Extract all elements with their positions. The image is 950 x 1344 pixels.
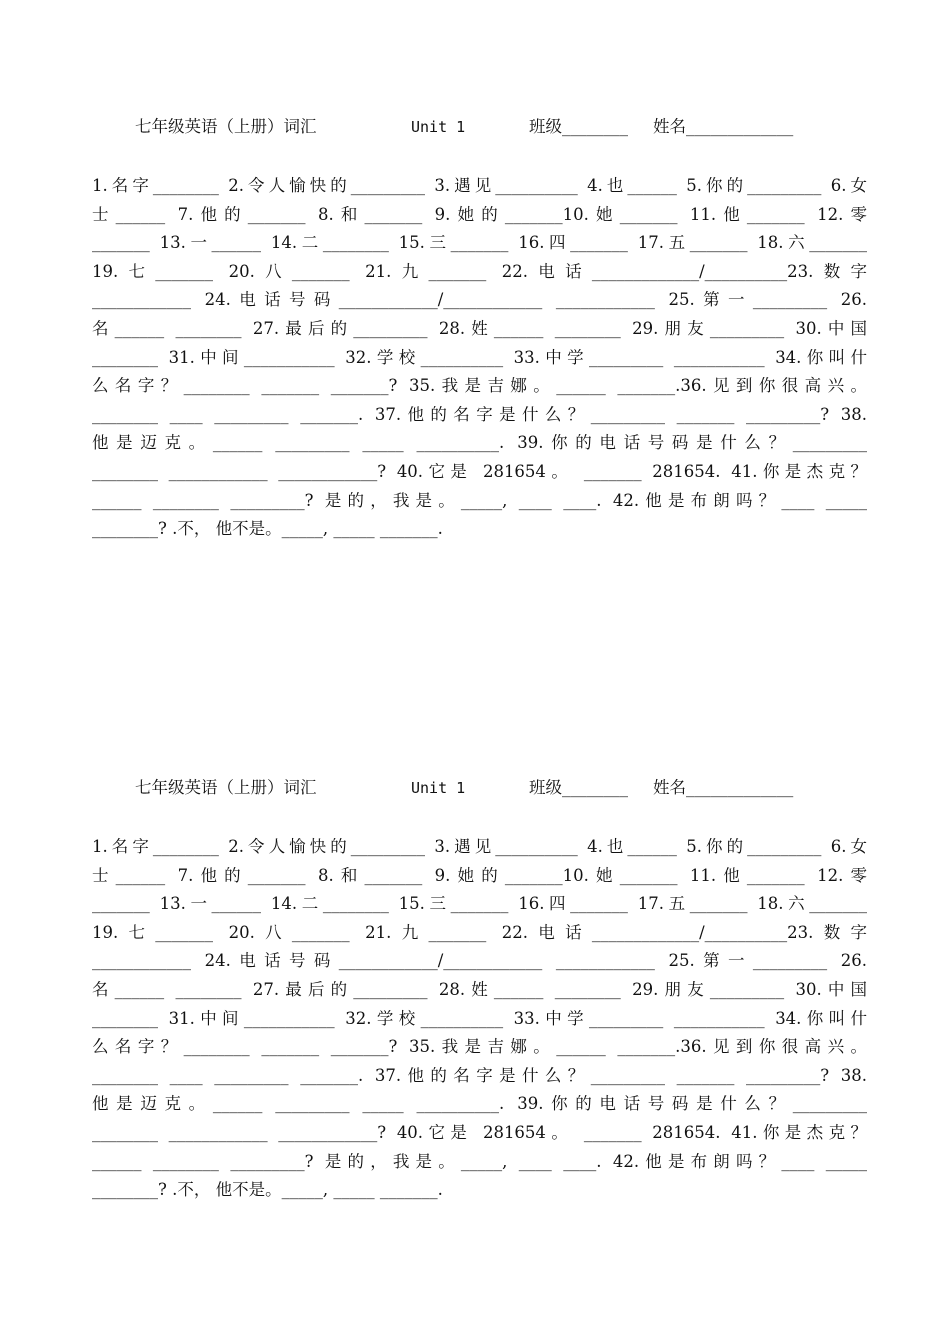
exercise-line: 么名字？________ _______ _______? 35.我是吉娜。______ _______.36.见到你很高兴。 [92,376,867,396]
exercise-line: ______ ________ _________? 是的，我是。_____, ____ ____. 42.他是布朗吗？____ _____ [92,1151,867,1171]
vocabulary-exercise [92,833,867,1205]
exercise-line: 19.七_______ 20.八_______ 21.九_______ 22.电话_____________/__________23.数字 [92,261,867,281]
exercise-line: 士______ 7.他的_______ 8.和_______ 9.她的_______10.她_______ 11.他_______ 12.零 [92,865,867,885]
exercise-line: ________ ____________ ____________? 40.它是 281654。 _______ 281654. 41.你是杰克？ [92,1122,867,1142]
exercise-line: 他是迈克。______ _________ _____ __________. 39.你的电话号码是什么？_________ [92,433,867,453]
exercise-line: ________ ____ _________ _______. 37.他的名字是什么？_________ _______ _________? 38. [92,404,867,424]
name-field: 姓名_____________ [653,778,794,797]
exercise-line: ________? .不， 他不是。_____, _____ _______. [92,1180,443,1200]
exercise-line: 1.名字________ 2.令人愉快的_________ 3.遇见__________ 4.也______ 5.你的_________ 6.女 [92,176,867,195]
exercise-line: 么名字？________ _______ _______? 35.我是吉娜。______ _______.36.见到你很高兴。 [92,1037,867,1057]
worksheet-title: 七年级英语（上册）词汇 [135,117,317,136]
unit-label: Unit 1 [411,118,466,136]
class-field: 班级________ [529,778,628,797]
exercise-line: ________ ____ _________ _______. 37.他的名字是什么？_________ _______ _________? 38. [92,1065,867,1085]
worksheet-header [135,776,793,800]
exercise-line: 1.名字________ 2.令人愉快的_________ 3.遇见__________ 4.也______ 5.你的_________ 6.女 [92,837,867,856]
unit-label: Unit 1 [411,779,466,797]
exercise-line: ________? .不， 他不是。_____, _____ _______. [92,519,443,539]
exercise-line: ________ ____________ ____________? 40.它是 281654。 _______ 281654. 41.你是杰克？ [92,461,867,481]
exercise-line: 19.七_______ 20.八_______ 21.九_______ 22.电话_____________/__________23.数字 [92,922,867,942]
exercise-line: 名______ ________ 27.最后的_________ 28.姓______ ________ 29.朋友_________ 30.中国 [92,979,867,999]
exercise-line: _______ 13.一______ 14.二________ 15.三_______ 16.四_______ 17.五_______ 18.六_______ [92,894,867,914]
name-field: 姓名_____________ [653,117,794,136]
worksheet-header [135,115,793,139]
exercise-line: ____________ 24.电话号码____________/____________ ____________ 25.第一_________ 26. [92,951,867,971]
worksheet-title: 七年级英语（上册）词汇 [135,778,317,797]
class-field: 班级________ [529,117,628,136]
exercise-line: ________ 31.中间___________ 32.学校__________ 33.中学_________ ___________ 34.你叫什 [92,347,867,367]
exercise-line: ________ 31.中间___________ 32.学校__________ 33.中学_________ ___________ 34.你叫什 [92,1008,867,1028]
exercise-line: _______ 13.一______ 14.二________ 15.三_______ 16.四_______ 17.五_______ 18.六_______ [92,233,867,253]
exercise-line: 名______ ________ 27.最后的_________ 28.姓______ ________ 29.朋友_________ 30.中国 [92,318,867,338]
exercise-line: 他是迈克。______ _________ _____ __________. 39.你的电话号码是什么？_________ [92,1094,867,1114]
vocabulary-exercise [92,172,867,544]
exercise-line: 士______ 7.他的_______ 8.和_______ 9.她的_______10.她_______ 11.他_______ 12.零 [92,204,867,224]
exercise-line: ____________ 24.电话号码____________/____________ ____________ 25.第一_________ 26. [92,290,867,310]
exercise-line: ______ ________ _________? 是的，我是。_____, ____ ____. 42.他是布朗吗？____ _____ [92,490,867,510]
